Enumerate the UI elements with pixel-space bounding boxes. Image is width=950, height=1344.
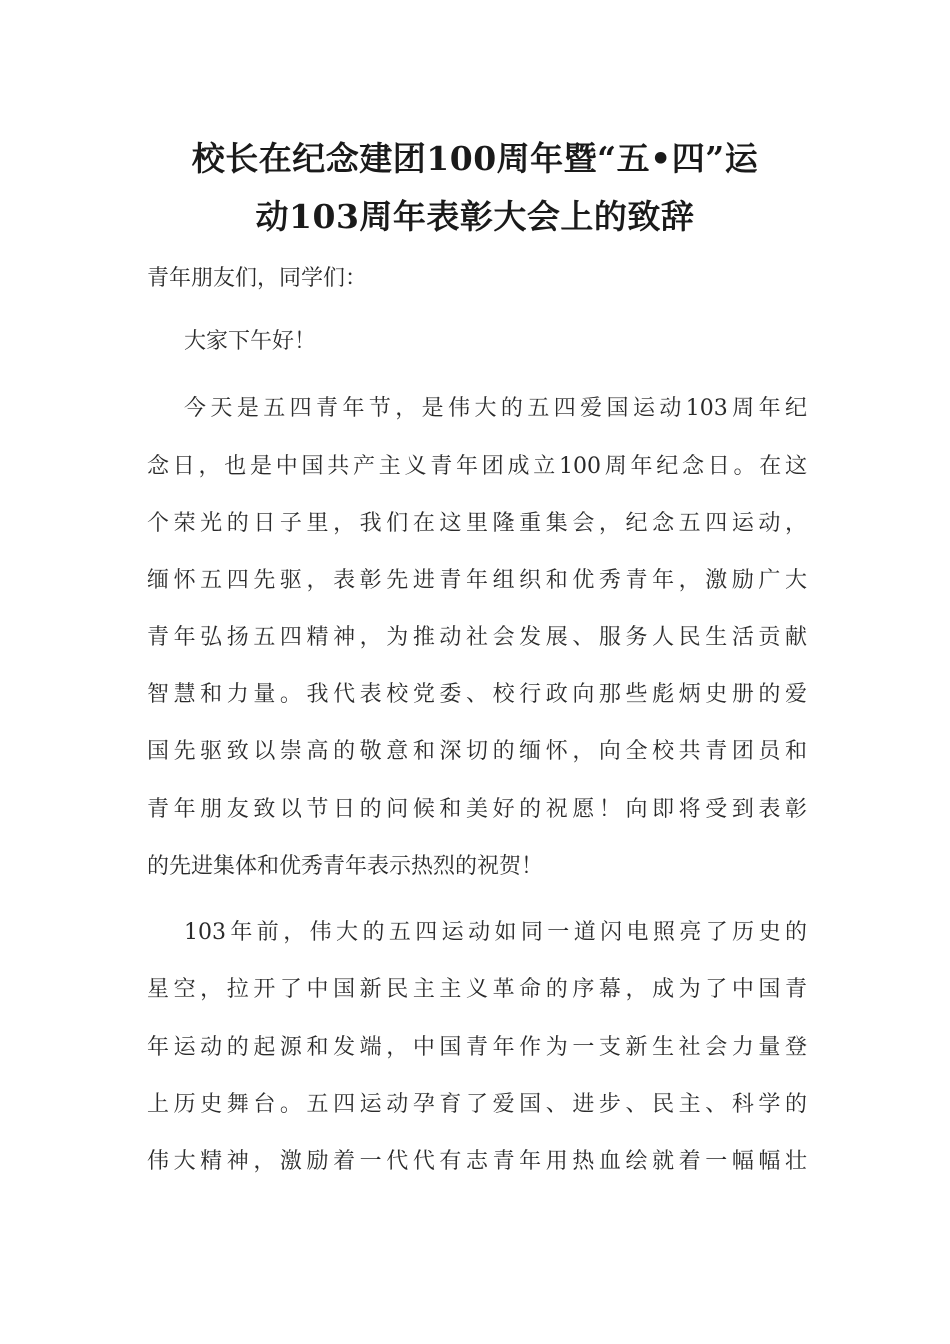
document-title-line-2: 动103周年表彰大会上的致辞 [255,197,695,236]
paragraph-2-line-2: 星空，拉开了中国新民主主义革命的序幕，成为了中国青 [147,977,807,1002]
paragraph-2-line-4: 上历史舞台。五四运动孕育了爱国、进步、民主、科学的 [147,1092,807,1117]
paragraph-1-line-2: 念日，也是中国共产主义青年团成立100周年纪念日。在这 [147,454,807,479]
salutation-line: 青年朋友们，同学们： [147,266,368,291]
paragraph-1-line-3: 个荣光的日子里，我们在这里隆重集会，纪念五四运动， [147,511,807,536]
paragraph-1-line-5: 青年弘扬五四精神，为推动社会发展、服务人民生活贡献 [147,625,807,650]
paragraph-1-line-9: 的先进集体和优秀青年表示热烈的祝贺！ [147,854,544,879]
paragraph-1-line-4: 缅怀五四先驱，表彰先进青年组织和优秀青年，激励广大 [147,568,807,593]
paragraph-1-line-1: 今天是五四青年节，是伟大的五四爱国运动103周年纪 [184,396,807,421]
paragraph-2-line-3: 年运动的起源和发端，中国青年作为一支新生社会力量登 [147,1035,807,1060]
paragraph-1-line-8: 青年朋友致以节日的问候和美好的祝愿！向即将受到表彰 [147,797,807,822]
greeting-line: 大家下午好！ [184,329,317,354]
paragraph-1-line-6: 智慧和力量。我代表校党委、校行政向那些彪炳史册的爱 [147,682,807,707]
paragraph-2-line-5: 伟大精神，激励着一代代有志青年用热血绘就着一幅幅壮 [147,1149,807,1174]
document-title-line-1: 校长在纪念建团100周年暨“五•四”运 [191,139,759,178]
paragraph-2-line-1: 103年前，伟大的五四运动如同一道闪电照亮了历史的 [184,920,807,945]
paragraph-1-line-7: 国先驱致以崇高的敬意和深切的缅怀，向全校共青团员和 [147,739,807,764]
